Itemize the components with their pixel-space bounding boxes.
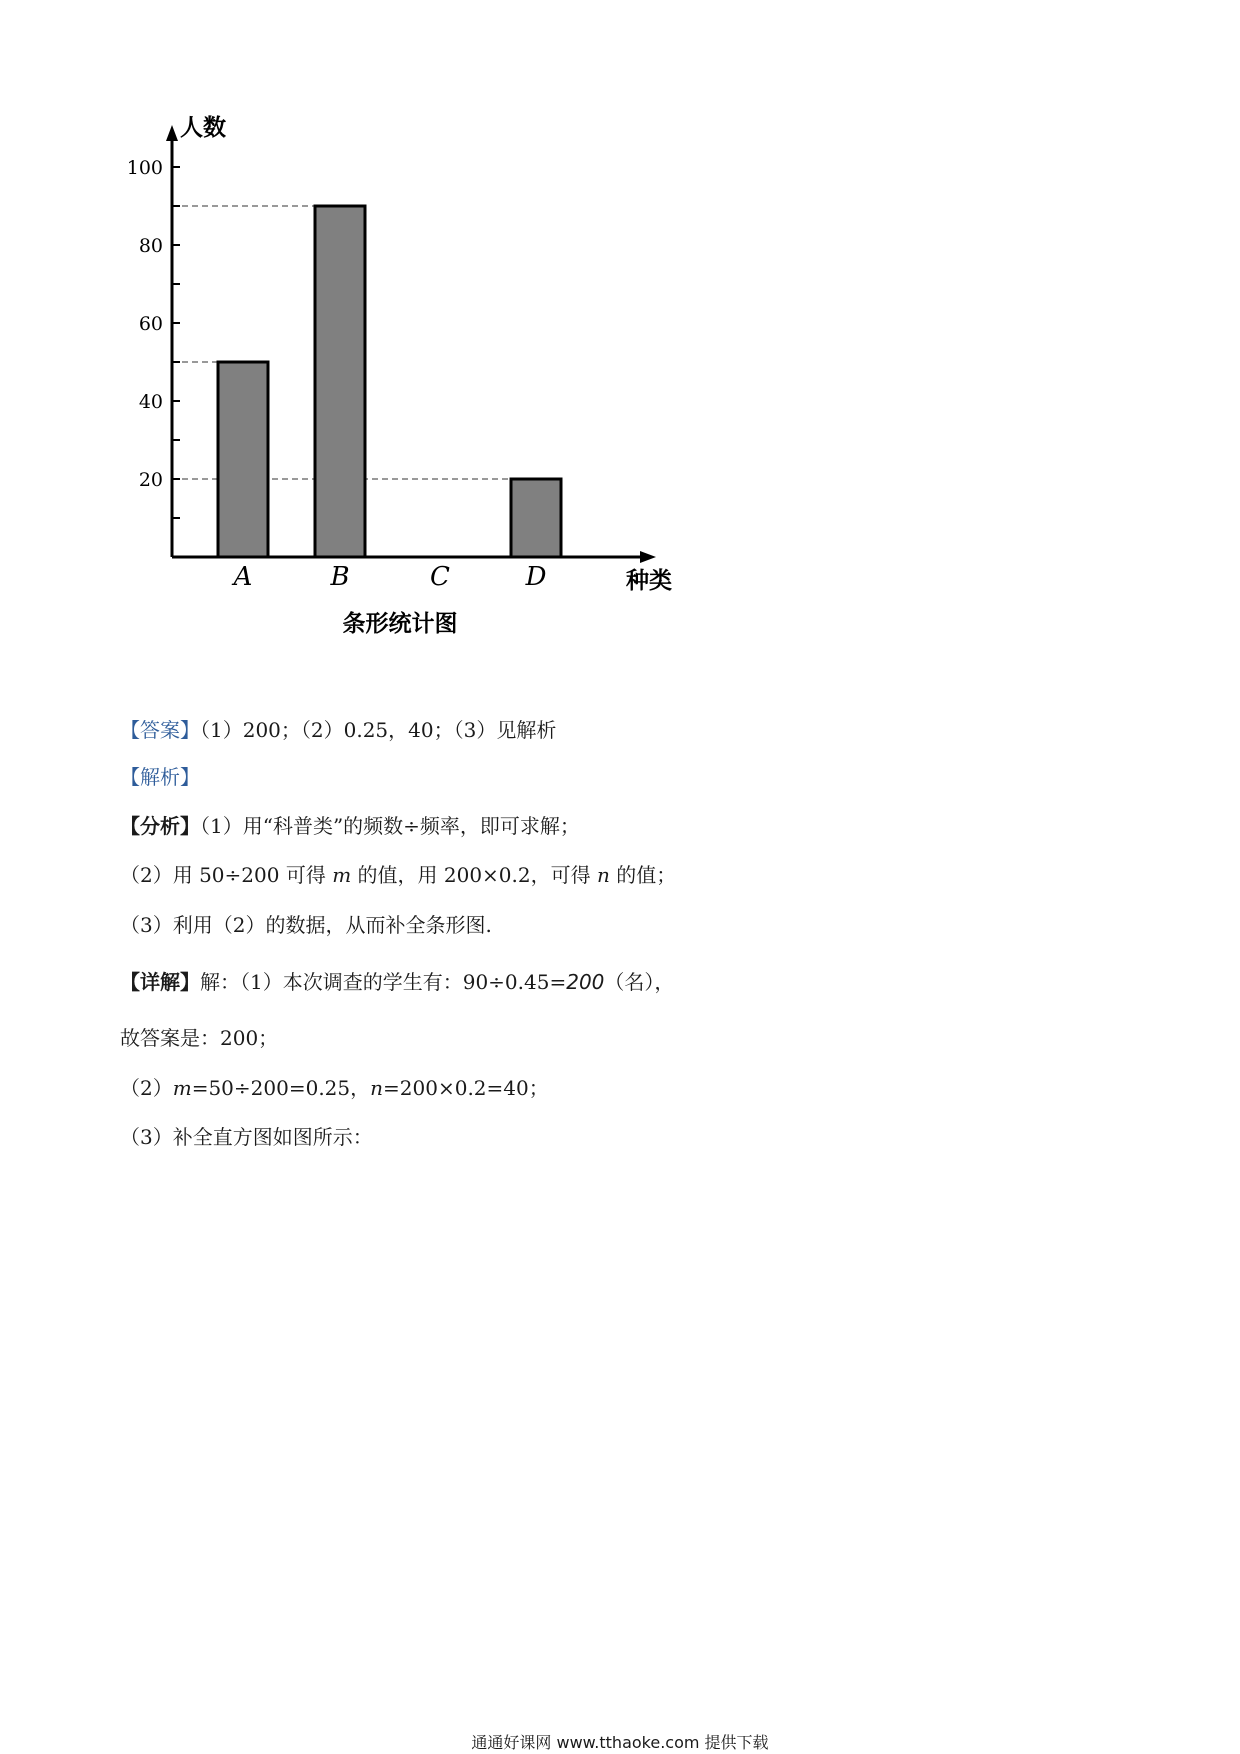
var-m: m xyxy=(332,863,352,887)
analysis-text-2c: 的值； xyxy=(609,863,677,887)
y-tick-label-60: 60 xyxy=(138,313,163,335)
bar-chart xyxy=(0,0,1240,680)
y-axis-arrow xyxy=(166,125,178,141)
analysis-text-2a: （2）用 50÷200 可得 xyxy=(120,863,333,887)
answer-text: （1）200；（2）0.25，40；（3）见解析 xyxy=(200,718,557,742)
analysis-line-2 xyxy=(120,862,676,888)
detail-line-2 xyxy=(120,1025,278,1051)
detail-tag: 【详解】 xyxy=(120,970,200,994)
analysis-heading xyxy=(120,764,200,790)
x-tick-label-B: B xyxy=(330,562,350,592)
analysis-text-2b: 的值，用 200×0.2，可得 xyxy=(351,863,597,887)
detail-text-3c: =200×0.2=40； xyxy=(383,1076,549,1100)
analysis-tag: 【解析】 xyxy=(120,765,200,789)
y-tick-label-100: 100 xyxy=(126,157,163,179)
answer-line xyxy=(120,717,556,743)
x-tick-label-D: D xyxy=(525,562,547,592)
analysis-text-1: （1）用“科普类”的频数÷频率，即可求解； xyxy=(200,814,580,838)
x-tick-label-A: A xyxy=(233,562,253,592)
detail-line-3 xyxy=(120,1075,549,1101)
footer: 通通好课网 www.tthaoke.com 提供下载 xyxy=(471,1733,769,1752)
bar-A xyxy=(218,362,268,557)
bars xyxy=(218,206,561,557)
analysis-text-3: （3）利用（2）的数据，从而补全条形图. xyxy=(120,913,492,937)
x-tick-labels xyxy=(232,562,547,592)
var-n-2: n xyxy=(370,1076,384,1100)
chart-title: 条形统计图 xyxy=(342,610,458,637)
x-tick-label-C: C xyxy=(430,562,450,592)
detail-line-4 xyxy=(120,1124,373,1150)
detail-text-4: （3）补全直方图如图所示： xyxy=(120,1125,373,1149)
y-tick-label-40: 40 xyxy=(138,391,163,413)
var-n: n xyxy=(596,863,610,887)
analysis-line-3 xyxy=(120,912,492,938)
var-m-2: m xyxy=(172,1076,192,1100)
bar-D xyxy=(511,479,561,557)
detail-text-3b: =50÷200=0.25， xyxy=(191,1076,371,1100)
detail-line-1 xyxy=(120,969,674,995)
detail-text-2: 故答案是：200； xyxy=(120,1026,279,1050)
y-tick-label-80: 80 xyxy=(138,235,163,257)
y-axis-label: 人数 xyxy=(180,114,226,141)
x-axis-label: 种类 xyxy=(626,567,672,594)
detail-text-3a: （2） xyxy=(120,1076,173,1100)
y-tick-labels xyxy=(127,157,163,491)
answer-tag: 【答案】 xyxy=(120,718,200,742)
detail-text-1b: （名）， xyxy=(604,970,675,994)
handwritten-answer: 200 xyxy=(566,970,605,994)
detail-text-1a: 解：（1）本次调查的学生有：90÷0.45= xyxy=(200,970,567,994)
x-axis-arrow xyxy=(640,551,656,563)
analysis-subtag: 【分析】 xyxy=(120,814,200,838)
y-tick-label-20: 20 xyxy=(138,469,163,491)
analysis-line-1 xyxy=(120,813,580,839)
bar-B xyxy=(315,206,365,557)
